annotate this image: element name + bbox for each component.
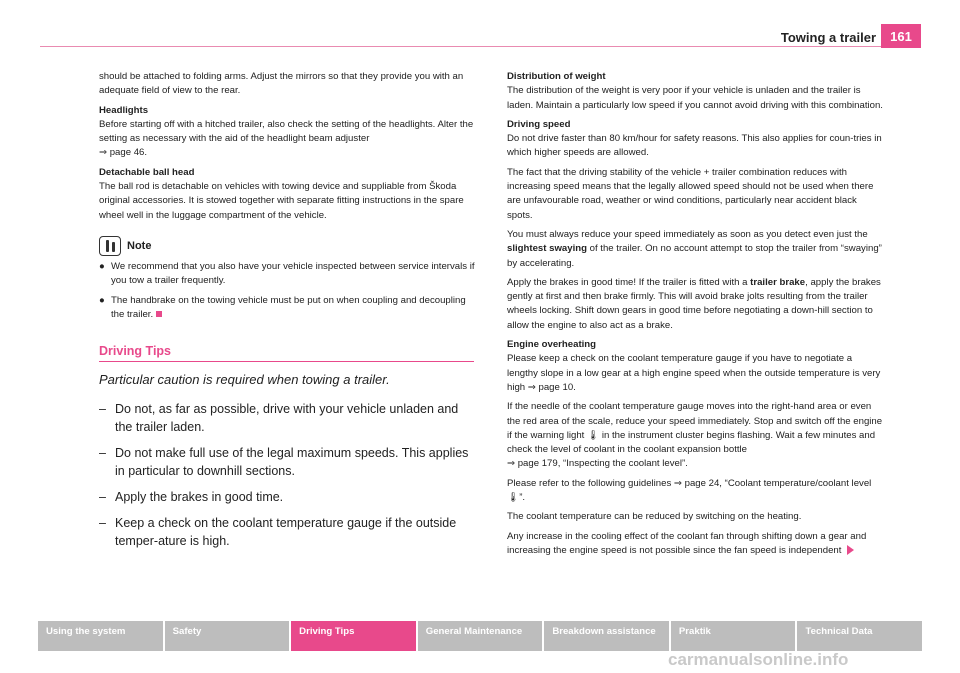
subheading-weight: Distribution of weight <box>507 71 606 82</box>
text: Please refer to the following guidelines ⇒ page 24, “Coolant temperature/coolant level <box>507 477 872 489</box>
note-title: Note <box>127 239 152 252</box>
paragraph: Do not drive faster than 80 km/hour for safety reasons. This also applies for coun-tries in which higher speeds are allowed. <box>507 133 882 159</box>
tab-praktik[interactable]: Praktik <box>671 621 796 651</box>
emphasis: trailer brake <box>750 276 806 288</box>
note-bullet-text: The handbrake on the towing vehicle must be put on when coupling and decoupling the trailer. <box>111 294 466 320</box>
tab-technical-data[interactable]: Technical Data <box>797 621 922 651</box>
paragraph <box>507 276 885 333</box>
left-column <box>99 70 477 558</box>
text: in the instrument cluster begins flashing. Wait a few minutes and check the level of coolant in the coolant expansion bottle <box>507 429 876 456</box>
subheading-ball-head: Detachable ball head <box>99 166 195 178</box>
dash-icon: – <box>99 402 106 417</box>
list-item <box>99 488 477 506</box>
paragraph <box>507 477 885 506</box>
list-item <box>99 514 477 550</box>
note-bullet-text: We recommend that you also have your vehicle inspected between service intervals if you tow a trailer frequently. <box>111 260 475 287</box>
bullet-icon: ● <box>99 294 105 306</box>
bullet-icon: ● <box>99 260 105 272</box>
paragraph <box>507 400 885 471</box>
paragraph: Please keep a check on the coolant temperature gauge if you have to negotiate a lengthy slope in a low gear at a high engine speed when the outside temperature is very high ⇒ page 10. <box>507 353 881 393</box>
list-item <box>99 400 477 436</box>
page-number: 161 <box>881 24 921 48</box>
subheading-headlights: Headlights <box>99 104 149 116</box>
tab-general-maintenance[interactable]: General Maintenance <box>418 621 543 651</box>
subheading-speed: Driving speed <box>507 118 571 130</box>
continue-arrow-icon <box>847 545 854 555</box>
paragraph: The ball rod is detachable on vehicles with towing device and suppliable from Škoda original accessories. It is stowed together with separate fitting instructions in the spare wheel well in the luggage compartment of the vehicle. <box>99 181 464 221</box>
text: Any increase in the cooling effect of the coolant fan through shifting down a gear and increasing the engine speed is not possible since the fan speed is independent <box>507 530 867 556</box>
page-link[interactable]: ⇒ page 46. <box>99 147 148 159</box>
coolant-warning-icon: 🌡 <box>507 492 520 504</box>
dash-icon: – <box>99 516 106 531</box>
paragraph: should be attached to folding arms. Adjust the mirrors so that they provide you with an adequate field of view to the rear. <box>99 71 464 97</box>
list-item-text: Keep a check on the coolant temperature gauge if the outside temper-ature is high. <box>115 516 457 549</box>
tab-using-the-system[interactable]: Using the system <box>38 621 163 651</box>
list-item-text: Apply the brakes in good time. <box>115 490 284 505</box>
chapter-tab-bar <box>38 621 922 651</box>
paragraph: The fact that the driving stability of the vehicle + trailer combination reduces with increasing speed means that the legally allowed speed should not be used when there are unfavourable road, weather or wind conditions, particularly near accident black spots. <box>507 166 874 221</box>
list-item <box>99 444 477 480</box>
note-bullet <box>99 294 477 323</box>
paragraph: Before starting off with a hitched trailer, also check the setting of the headlights. Alter the setting as necessary with the aid of the headlight beam adjuster <box>99 118 474 145</box>
text: If the needle of the coolant temperature gauge moves into the right-hand area or even the red area of the scale, reduce your speed immediately. Stop and switch off the engine if the warning light <box>507 401 883 441</box>
section-heading: Driving Tips <box>99 344 474 362</box>
text: ”. <box>519 492 526 504</box>
text: , apply the brakes gently at first and then brake firmly. This will avoid brake jolts resulting from the trailer wheels locking. Shift down gears in good time before negotiating a down-hill section to allow the engine to also act as a brake. <box>507 276 881 331</box>
text: of the trailer. On no account attempt to stop the trailer from “swaying” by accelerating. <box>507 243 882 269</box>
text: Apply the brakes in good time! If the trailer is fitted with a <box>507 276 751 288</box>
section-end-icon <box>156 311 162 317</box>
paragraph: The distribution of the weight is very poor if your vehicle is unladen and the trailer is laden. Maintain a particularly low speed if you cannot avoid driving with this combination. <box>507 85 883 111</box>
list-item-text: Do not, as far as possible, drive with your vehicle unladen and the trailer laden. <box>115 402 459 435</box>
paragraph: The coolant temperature can be reduced by switching on the heating. <box>507 511 802 523</box>
paragraph <box>507 530 885 559</box>
tab-driving-tips[interactable]: Driving Tips <box>291 621 416 651</box>
emphasis: slightest swaying <box>507 243 587 255</box>
tab-breakdown-assistance[interactable]: Breakdown assistance <box>544 621 669 651</box>
right-column <box>507 70 885 563</box>
section-intro: Particular caution is required when towing a trailer. <box>99 372 390 388</box>
note-bullet <box>99 260 477 289</box>
coolant-warning-icon: 🌡 <box>587 429 600 441</box>
watermark: carmanualsonline.info <box>668 650 849 669</box>
dash-icon: – <box>99 446 106 461</box>
page-link[interactable]: ⇒ page 179, “Inspecting the coolant level”. <box>507 458 688 470</box>
text: You must always reduce your speed immediately as soon as you detect even just the <box>507 228 868 240</box>
paragraph <box>507 228 885 271</box>
page-title: Towing a trailer <box>780 30 876 45</box>
tab-safety[interactable]: Safety <box>165 621 290 651</box>
dash-icon: – <box>99 490 106 505</box>
list-item-text: Do not make full use of the legal maximum speeds. This applies in particular to downhill sections. <box>115 446 469 479</box>
note-header <box>99 236 477 256</box>
header-rule <box>40 46 920 47</box>
note-icon <box>99 236 121 256</box>
subheading-engine: Engine overheating <box>507 339 597 351</box>
